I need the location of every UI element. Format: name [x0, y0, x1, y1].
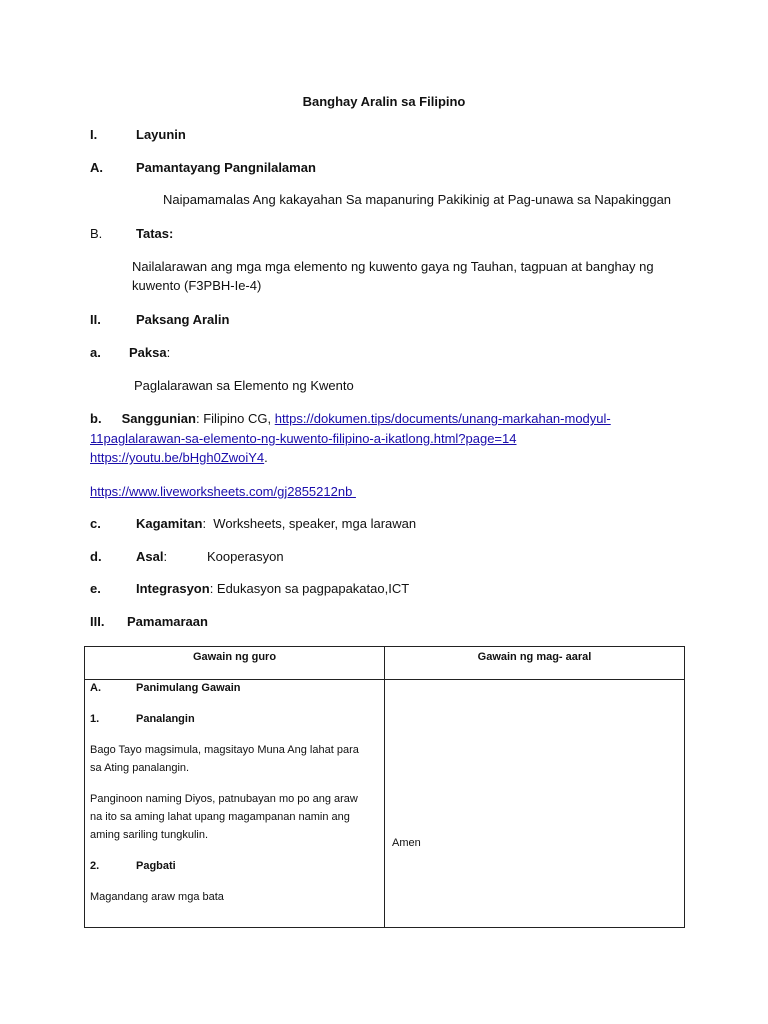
integrasyon-text: : Edukasyon sa pagpapakatao,ICT — [209, 581, 410, 596]
item-letter: a. — [90, 345, 101, 360]
reference-link-dokumen-cont[interactable]: 11paglalarawan-sa-elemento-ng-kuwento-filipino-a-ikatlong.html?page=14 — [90, 431, 517, 446]
section-heading-layunin: Layunin — [136, 127, 186, 142]
item-letter: d. — [90, 549, 102, 564]
sanggunian-colon: : — [195, 411, 200, 426]
section-heading-paksang-aralin: Paksang Aralin — [136, 312, 230, 327]
section-number: II. — [90, 312, 101, 327]
subsection-number: A. — [90, 160, 103, 175]
activity-heading-panimulang-gawain: Panimulang Gawain — [136, 682, 241, 694]
section-number: I. — [90, 127, 98, 142]
kagamitan-text: : Worksheets, speaker, mga larawan — [202, 516, 417, 531]
teacher-text-line: sa Ating panalangin. — [90, 762, 190, 774]
youtube-period: . — [264, 450, 268, 465]
table-header-guro: Gawain ng guro — [85, 647, 385, 680]
paksa-line — [129, 344, 170, 362]
lesson-procedure-table — [84, 646, 685, 928]
youtube-line — [90, 449, 268, 467]
activity-letter: A. — [90, 682, 101, 694]
integrasyon-line — [136, 580, 409, 598]
asal-colon: : — [163, 549, 168, 564]
sanggunian-line — [90, 410, 611, 428]
integrasyon-label: Integrasyon — [136, 581, 210, 596]
pamantayan-text: Naipamamalas Ang kakayahan Sa mapanuring Pakikinig at Pag-unawa sa Napakinggan — [163, 192, 672, 207]
sanggunian-prefix: Filipino CG, — [199, 411, 275, 426]
table-cell-mag-aaral — [385, 680, 685, 928]
item-letter: e. — [90, 581, 101, 596]
subsection-heading-tatas: Tatas: — [136, 226, 174, 241]
asal-text: Kooperasyon — [207, 549, 284, 564]
reference-link-liveworksheets[interactable]: https://www.liveworksheets.com/gj2855212nb — [90, 484, 356, 499]
kagamitan-label: Kagamitan — [136, 516, 203, 531]
table-header-mag-aaral: Gawain ng mag- aaral — [385, 647, 685, 680]
paksa-label: Paksa — [129, 345, 167, 360]
sanggunian-label: Sanggunian — [121, 411, 196, 426]
subsection-number: B. — [90, 226, 103, 241]
paksa-colon: : — [166, 345, 171, 360]
table-cell-guro — [85, 680, 385, 928]
reference-link-youtube[interactable]: https://youtu.be/bHgh0ZwoiY4 — [90, 450, 265, 465]
section-heading-pamamaraan: Pamamaraan — [127, 614, 208, 629]
section-number: III. — [90, 614, 105, 629]
liveworksheets-line — [90, 483, 356, 501]
kagamitan-line — [136, 515, 416, 533]
activity-number: 1. — [90, 713, 100, 725]
paksa-text: Paglalarawan sa Elemento ng Kwento — [134, 378, 354, 393]
student-response-amen: Amen — [392, 837, 421, 849]
page-title: Banghay Aralin sa Filipino — [302, 94, 466, 109]
subsection-heading-pamantayan: Pamantayang Pangnilalaman — [136, 160, 316, 175]
tatas-text-line1: Nailalarawan ang mga mga elemento ng kuwento gaya ng Tauhan, tagpuan at banghay ng — [132, 259, 654, 274]
prayer-text-line: aming sariling tungkulin. — [90, 829, 209, 841]
reference-link-line2-wrap — [90, 430, 517, 448]
reference-link-dokumen[interactable]: https://dokumen.tips/documents/unang-markahan-modyul- — [274, 411, 611, 426]
prayer-text-line: na ito sa aming lahat upang magampanan namin ang — [90, 811, 350, 823]
activity-heading-pagbati: Pagbati — [136, 860, 176, 872]
asal-label: Asal — [136, 549, 164, 564]
activity-number: 2. — [90, 860, 100, 872]
teacher-text-line: Bago Tayo magsimula, magsitayo Muna Ang lahat para — [90, 744, 359, 756]
greeting-text: Magandang araw mga bata — [90, 891, 224, 903]
tatas-text-line2: kuwento (F3PBH-Ie-4) — [132, 278, 262, 293]
prayer-text-line: Panginoon naming Diyos, patnubayan mo po ang araw — [90, 793, 358, 805]
asal-line — [136, 548, 167, 566]
item-letter: b. — [90, 411, 102, 426]
activity-heading-panalangin: Panalangin — [136, 713, 195, 725]
item-letter: c. — [90, 516, 101, 531]
